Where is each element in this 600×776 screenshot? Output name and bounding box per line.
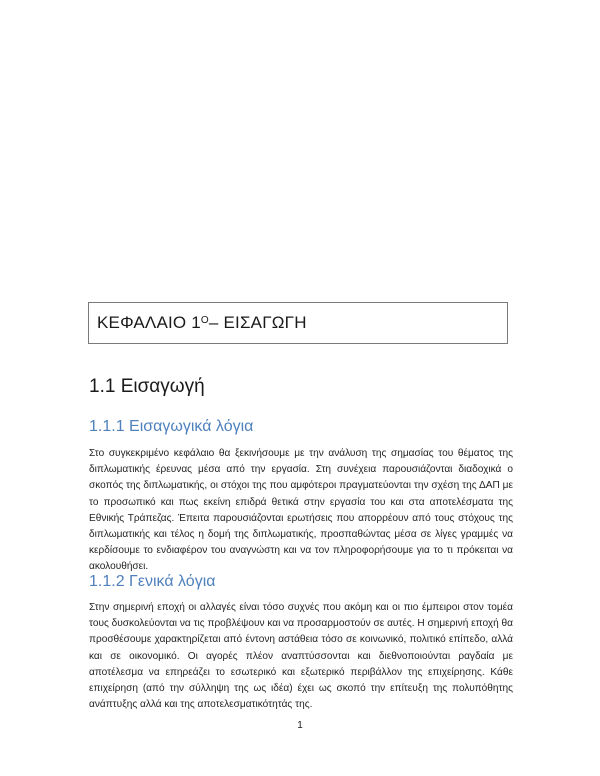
paragraph-general: Στην σημερινή εποχή οι αλλαγές είναι τόσο συχνές που ακόμη και οι πιο έμπειροι στον τομέα τους δυσκολεύονται να τις προβλέψουν και να προσαρμοστούν σε αυτές. Η σημερινή εποχή θα προσθέσουμε χαρακτηρίζεται από έντονη αστάθεια τόσο σε κοινωνικό, πολιτικό επίπεδο, αλλά και σε οικονομικό. Οι αγορές πλέον αναπτύσσονται και διεθνοποιούνται ραγδαία με αποτέλεσμα να επηρεάζει το εσωτερικό και εξωτερικό περιβάλλον της επιχείρησης. Κάθε επιχείρηση (από την σύλληψη της ως ιδέα) έχει ως σκοπό την επίτευξη της πολυπόθητης ανάπτυξης αλλά και της αποτελεσματικότητάς της.: [89, 602, 513, 711]
chapter-title-prefix: ΚΕΦΑΛΑΙΟ 1: [97, 313, 201, 332]
chapter-title-suffix: – ΕΙΣΑΓΩΓΗ: [208, 313, 307, 332]
section-heading: 1.1 Εισαγωγή: [89, 376, 205, 397]
chapter-title-superscript: Ο: [200, 314, 209, 326]
paragraph-intro: Στο συγκεκριμένο κεφάλαιο θα ξεκινήσουμε με την ανάλυση της σημασίας του θέματος της διπλωματικής έρευνας μέσα από την εργασία. Στη συνέχεια παρουσιάζονται διαδοχικά ο σκοπός της διπλωματικής, οι στόχοι της που αμφότεροι πραγματεύονται την σχέση της ΔΑΠ με το προσωπικό και πως εκείνη επιδρά θετικά στην εργασία του και στα αποτελέσματα της Εθνικής Τράπεζας. Έπειτα παρουσιάζονται ερωτήσεις που απορρέουν από τους στόχους της διπλωματικής και τέλος η δομή της διπλωματικής, προσπαθώντας μέσα σε λίγες γραμμές να κερδίσουμε το ενδιαφέρον του αναγνώστη και να τον πληροφορήσουμε για το τι πρόκειται να ακολουθήσει.: [89, 448, 513, 573]
subsection-heading-intro: 1.1.1 Εισαγωγικά λόγια: [89, 418, 254, 435]
page-number: 1: [297, 720, 303, 731]
subsection-heading-general: 1.1.2 Γενικά λόγια: [89, 573, 216, 590]
chapter-title-box: [88, 302, 508, 344]
